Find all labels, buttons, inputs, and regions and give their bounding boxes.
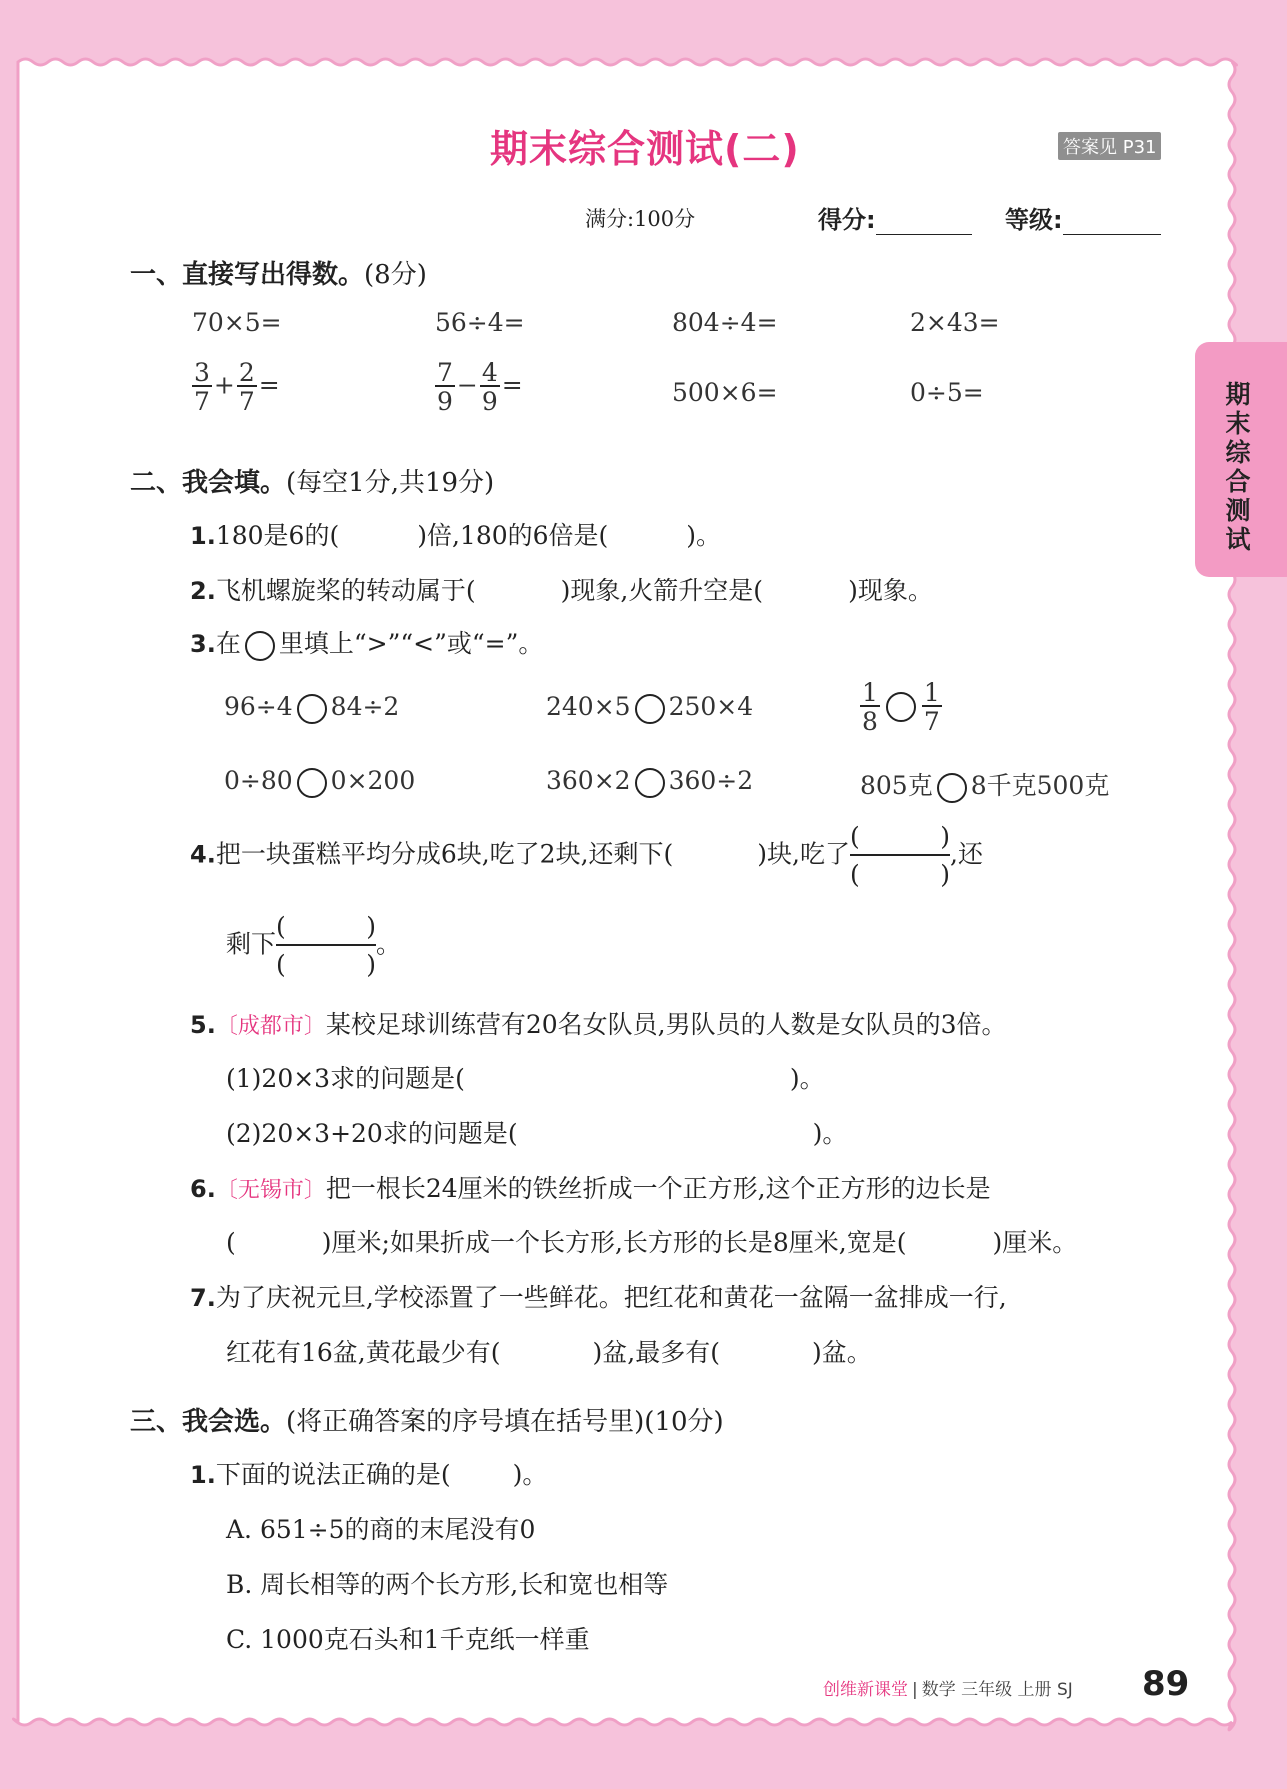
question-2-7: 7.为了庆祝元旦,学校添置了一些鲜花。把红花和黄花一盆隔一盆排成一行, (190, 1283, 1007, 1312)
fraction-calc-1: $\frac{3}{7}$ + $\frac{2}{7}$ = (194, 358, 280, 416)
grade-label: 等级: (1005, 200, 1161, 235)
fraction-calc-2: $\frac{7}{9}$ − $\frac{4}{9}$ = (437, 358, 523, 416)
compare-item: 360×2 360÷2 (546, 766, 753, 798)
question-2-7-cont: 红花有16盆,黄花最少有( )盆,最多有( )盆。 (226, 1338, 872, 1367)
question-2-2: 2.飞机螺旋桨的转动属于( )现象,火箭升空是( )现象。 (190, 576, 933, 605)
question-2-5: 5.〔成都市〕某校足球训练营有20名女队员,男队员的人数是女队员的3倍。 (190, 1010, 1007, 1039)
calc-item: 500×6= (672, 378, 778, 407)
compare-circle[interactable] (886, 692, 916, 722)
question-2-3: 3.在 里填上“>”“<”或“=”。 (190, 624, 543, 661)
page-number: 89 (1142, 1664, 1190, 1704)
page-title: 期末综合测试(二) (490, 127, 800, 171)
section-1-heading: 一、直接写出得数。(8分) (130, 260, 427, 290)
option-b[interactable]: B. 周长相等的两个长方形,长和宽也相等 (226, 1570, 669, 1599)
compare-circle[interactable] (635, 768, 665, 798)
blank-fraction[interactable]: ( ) ( ) (850, 822, 950, 889)
compare-item: 0÷80 0×200 (224, 766, 415, 798)
question-3-1: 1.下面的说法正确的是( )。 (190, 1460, 548, 1489)
answer-reference-badge: 答案见 P31 (1058, 132, 1161, 160)
question-2-4-cont: 剩下 ( ) ( ) 。 (226, 912, 402, 979)
calc-item: 70×5= (192, 308, 282, 337)
footer-info: 创维新课堂 | 数学 三年级 上册 SJ (823, 1680, 1073, 1700)
calc-item: 2×43= (910, 308, 1000, 337)
score-label: 得分: (818, 200, 972, 235)
option-a[interactable]: A. 651÷5的商的末尾没有0 (226, 1515, 536, 1544)
grade-blank[interactable] (1063, 210, 1161, 235)
section-3-heading: 三、我会选。(将正确答案的序号填在括号里)(10分) (130, 1407, 724, 1437)
section-2-heading: 二、我会填。(每空1分,共19分) (130, 468, 495, 498)
question-2-5-2: (2)20×3+20求的问题是( )。 (226, 1119, 848, 1148)
question-2-1: 1.180是6的( )倍,180的6倍是( )。 (190, 521, 722, 550)
footer-book-info: 数学 三年级 上册 SJ (921, 1680, 1073, 1700)
side-tab-label: 期 末 综 合 测 试 (1225, 380, 1251, 554)
compare-item: 805克 8千克500克 (860, 766, 1109, 803)
compare-item: 96÷4 84÷2 (224, 692, 399, 724)
score-blank[interactable] (876, 210, 972, 235)
calc-item: 804÷4= (672, 308, 778, 337)
compare-circle[interactable] (635, 694, 665, 724)
source-city-tag: 〔成都市〕 (215, 1014, 326, 1039)
source-city-tag: 〔无锡市〕 (215, 1178, 326, 1203)
option-c[interactable]: C. 1000克石头和1千克纸一样重 (226, 1625, 590, 1654)
question-2-6: 6.〔无锡市〕把一根长24厘米的铁丝折成一个正方形,这个正方形的边长是 (190, 1174, 991, 1203)
compare-circle[interactable] (297, 768, 327, 798)
question-2-5-1: (1)20×3求的问题是( )。 (226, 1064, 825, 1093)
compare-circle[interactable] (937, 773, 967, 803)
calc-item: 0÷5= (910, 378, 984, 407)
calc-item: 56÷4= (435, 308, 525, 337)
full-score-label: 满分:100分 (585, 207, 696, 231)
compare-item: 240×5 250×4 (546, 692, 753, 724)
blank-fraction[interactable]: ( ) ( ) (276, 912, 377, 979)
compare-circle[interactable] (297, 694, 327, 724)
compare-fraction-item: $\frac{1}{8}$ $\frac{1}{7}$ (862, 678, 940, 736)
compare-circle-example (245, 631, 275, 661)
question-2-6-cont: ( )厘米;如果折成一个长方形,长方形的长是8厘米,宽是( )厘米。 (226, 1228, 1078, 1257)
footer-brand: 创维新课堂 (823, 1680, 908, 1700)
question-2-4: 4.把一块蛋糕平均分成6块,吃了2块,还剩下( )块,吃了 ( ) ( ) ,还 (190, 822, 983, 889)
